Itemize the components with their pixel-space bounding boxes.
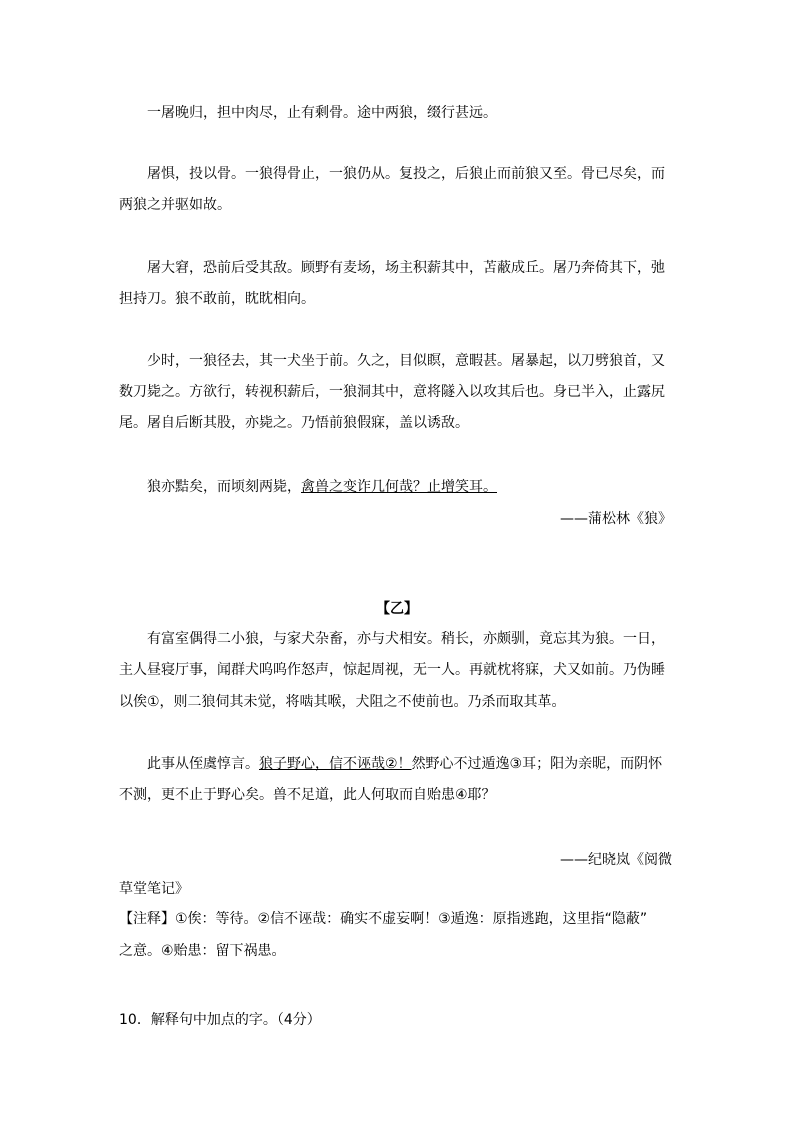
- notes-line-2: 之意。④贻患：留下祸患。: [119, 943, 286, 959]
- notes-line-1: 【注释】①俟：等待。②信不诬哉：确实不虚妄啊！③遁逸：原指逃跑，这里指“隐蔽”: [119, 911, 648, 927]
- text-segment: 担持刀。狼不敢前，眈眈相向。: [119, 291, 315, 307]
- attribution-jia: ——蒲松林《狼》: [560, 511, 672, 527]
- underlined-sentence: 狼子野心，信不诬哉②！: [259, 756, 412, 772]
- question-10: 10．解释句中加点的字。（4分）: [119, 1012, 321, 1028]
- text-segment: 主人昼寝厅事，闻群犬呜呜作怒声，惊起周视，无一人。再就枕将寐，犬又如前。乃伪睡: [119, 662, 665, 678]
- attribution-yi-line1: ——纪晓岚《阅微: [560, 852, 672, 868]
- passage-jia-paragraph-4-line: [119, 415, 469, 431]
- passage-jia-paragraph-4-line: [119, 384, 665, 400]
- text-segment: 数刀毙之。方欲行，转视积薪后，一狼洞其中，意将隧入以攻其后也。身已半入，止露尻: [119, 384, 665, 400]
- text-segment: 不测，更不止于野心矣。兽不足道，此人何取而自贻患④耶？: [119, 787, 496, 803]
- text-segment: 两狼之并驱如故。: [119, 197, 231, 213]
- passage-jia-paragraph-5-line: [147, 479, 497, 495]
- text-segment: 尾。屠自后断其股，亦毙之。乃悟前狼假寐，盖以诱敌。: [119, 415, 469, 431]
- text-segment: 有富室偶得二小狼，与家犬杂畜，亦与犬相安。稍长，亦颇驯，竟忘其为狼。一日，: [147, 631, 665, 647]
- text-segment: 以俟①，则二狼伺其未觉，将啮其喉，犬阻之不使前也。乃杀而取其革。: [119, 694, 566, 710]
- passage-jia-paragraph-1-line: [147, 105, 497, 121]
- text-segment: 狼亦黠矣，而顷刻两毙，: [147, 479, 301, 495]
- passage-yi-paragraph-2-line: [147, 756, 662, 772]
- passage-jia-paragraph-3-line: [119, 291, 315, 307]
- passage-yi-paragraph-1-line: [119, 694, 566, 710]
- underlined-sentence: 禽兽之变诈几何哉？止增笑耳。: [301, 479, 497, 495]
- text-segment: 屠大窘，恐前后受其敌。顾野有麦场，场主积薪其中，苫蔽成丘。屠乃奔倚其下，弛: [147, 260, 665, 276]
- text-segment: 然野心不过遁逸③耳；阳为亲昵，而阴怀: [411, 756, 663, 772]
- passage-jia-paragraph-2-line: [147, 166, 665, 182]
- passage-jia-paragraph-3-line: [147, 260, 665, 276]
- attribution-yi-line2: 草堂笔记》: [119, 881, 189, 897]
- passage-yi-paragraph-1-line: [147, 631, 665, 647]
- passage-jia-paragraph-2-line: [119, 197, 231, 213]
- passage-yi-paragraph-2-line: [119, 787, 496, 803]
- text-segment: 一屠晚归，担中肉尽，止有剩骨。途中两狼，缀行甚远。: [147, 105, 497, 121]
- text-segment: 此事从侄虞惇言。: [147, 756, 259, 772]
- passage-jia-paragraph-4-line: [147, 353, 665, 369]
- section-heading-yi: 【乙】: [376, 601, 418, 617]
- passage-yi-paragraph-1-line: [119, 662, 665, 678]
- text-segment: 屠惧，投以骨。一狼得骨止，一狼仍从。复投之，后狼止而前狼又至。骨已尽矣，而: [147, 166, 665, 182]
- text-segment: 少时，一狼径去，其一犬坐于前。久之，目似瞑，意暇甚。屠暴起，以刀劈狼首，又: [147, 353, 665, 369]
